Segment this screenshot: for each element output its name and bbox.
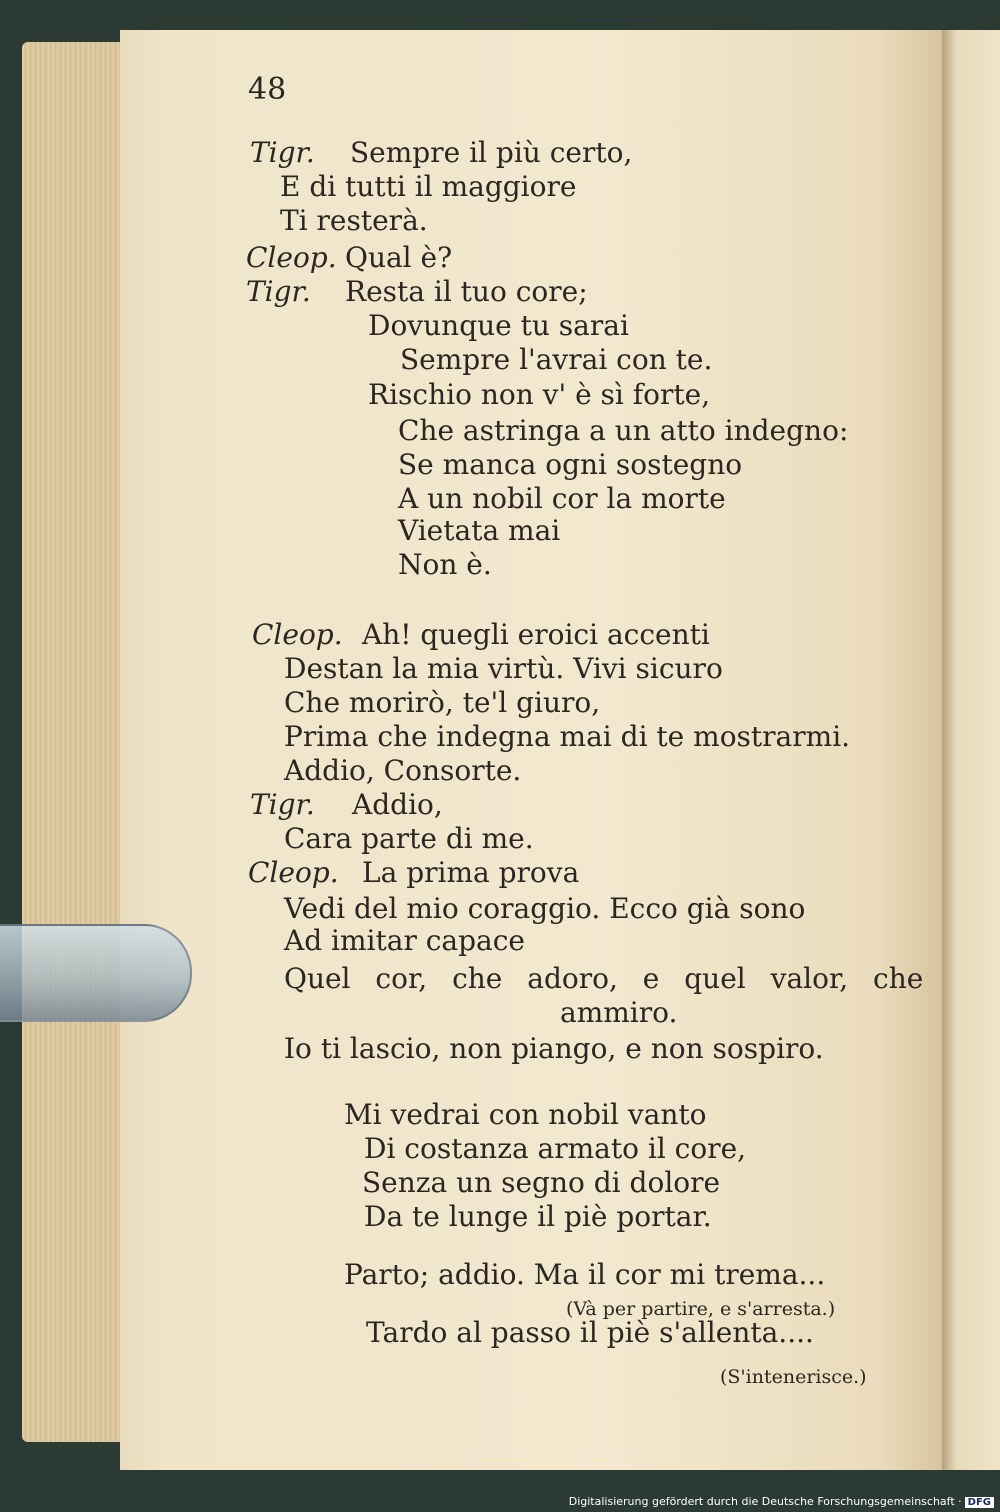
credit-text: Digitalisierung gefördert durch die Deutsche Forschungsgemeinschaft ·: [568, 1495, 962, 1508]
text-line: Non è.: [398, 548, 492, 581]
speaker-label: Tigr.: [250, 136, 315, 169]
text-line: Resta il tuo core;: [345, 275, 588, 308]
text-line: [248, 858, 339, 888]
speaker-label: Tigr.: [246, 275, 311, 308]
text-line: [252, 620, 343, 650]
text-line: Vietata mai: [398, 514, 561, 547]
text-line: Io ti lascio, non piango, e non sospiro.: [284, 1032, 824, 1065]
text-line: Sempre l'avrai con te.: [400, 343, 713, 376]
text-line: [250, 790, 315, 820]
speaker-label: Cleop.: [248, 856, 339, 889]
digitization-credit: [569, 1495, 994, 1508]
glass-page-holder: [0, 924, 192, 1022]
text-line: Che morirò, te'l giuro,: [284, 686, 601, 719]
text-line: [250, 138, 315, 168]
text-line: Tardo al passo il piè s'allenta....: [366, 1316, 814, 1349]
stage-direction: (S'intenerisce.): [720, 1366, 867, 1388]
text-line: Destan la mia virtù. Vivi sicuro: [284, 652, 723, 685]
page-number: 48: [248, 72, 287, 107]
text-line: Rischio non v' è sì forte,: [368, 378, 711, 411]
text-line: [246, 277, 311, 307]
text-line: A un nobil cor la morte: [398, 482, 726, 515]
dfg-logo: DFG: [965, 1497, 994, 1508]
text-line: Sempre il più certo,: [350, 136, 633, 169]
text-line: Ah! quegli eroici accenti: [362, 618, 710, 651]
text-line: Ti resterà.: [280, 204, 428, 237]
text-line: E di tutti il maggiore: [280, 170, 577, 203]
text-line: Che astringa a un atto indegno:: [398, 414, 849, 447]
text-line: Addio,: [352, 788, 443, 821]
text-line: Vedi del mio coraggio. Ecco già sono: [284, 892, 806, 925]
text-line: Mi vedrai con nobil vanto: [344, 1098, 707, 1131]
text-line: Se manca ogni sostegno: [398, 448, 743, 481]
text-line: Ad imitar capace: [284, 924, 525, 957]
text-line: Addio, Consorte.: [284, 754, 522, 787]
text-line: Da te lunge il piè portar.: [364, 1200, 712, 1233]
text-line: Cara parte di me.: [284, 822, 534, 855]
text-line: Quel cor, che adoro, e quel valor, che: [284, 962, 924, 995]
text-line: Parto; addio. Ma il cor mi trema...: [344, 1258, 826, 1291]
stage-direction: (Và per partire, e s'arresta.): [566, 1298, 836, 1320]
text-line: Senza un segno di dolore: [362, 1166, 721, 1199]
text-line: Di costanza armato il core,: [364, 1132, 747, 1165]
text-line: ammiro.: [560, 996, 678, 1029]
speaker-label: Tigr.: [250, 788, 315, 821]
text-line: [246, 243, 337, 273]
speaker-label: Cleop.: [246, 241, 337, 274]
page-edges: [22, 42, 132, 1442]
text-line: Dovunque tu sarai: [368, 309, 629, 342]
speaker-label: Cleop.: [252, 618, 343, 651]
text-line: La prima prova: [362, 856, 580, 889]
text-line: Qual è?: [345, 241, 453, 274]
facing-page-edge: [942, 30, 1000, 1470]
text-line: Prima che indegna mai di te mostrarmi.: [284, 720, 851, 753]
